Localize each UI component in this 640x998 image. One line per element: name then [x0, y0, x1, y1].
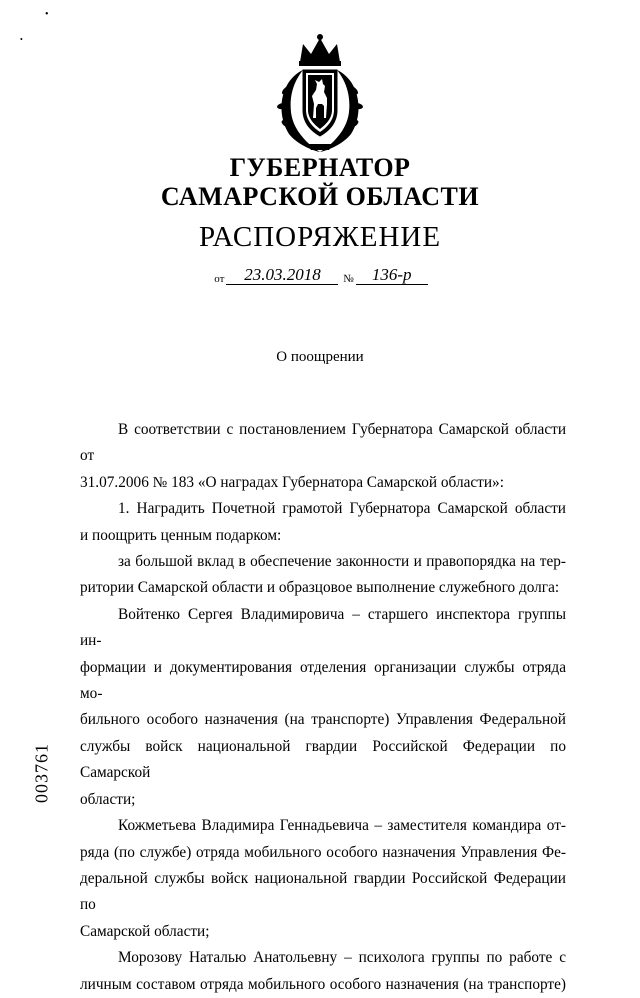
body-line: Морозову Наталью Анатольевну – психолога группы по работе с	[118, 949, 566, 967]
document-number: 136-р	[356, 266, 428, 285]
body-line: ритории Самарской области и образцовое выполнение служебного долга:	[80, 579, 560, 597]
body-line: ряда (по службе) отряда мобильного особого назначения Управления Фе-	[80, 843, 566, 861]
body-line: формации и документирования отделения организации службы отряда мо-	[80, 658, 566, 703]
body-line: области;	[80, 790, 136, 808]
coat-of-arms-icon	[267, 32, 373, 156]
body-line: Войтенко Сергея Владимировича – старшего инспектора группы ин-	[80, 605, 566, 650]
body-line: Кожметьева Владимира Геннадьевича – заместителя командира от-	[118, 817, 566, 835]
document-date: 23.03.2018	[226, 266, 338, 285]
date-number-line	[0, 266, 640, 290]
document-body	[80, 417, 566, 998]
registration-number	[22, 728, 62, 818]
body-line: за большой вклад в обеспечение законности и правопорядка на тер-	[118, 553, 566, 571]
from-label: от	[214, 273, 225, 285]
body-line: 1. Наградить Почетной грамотой Губернатора Самарской области	[118, 500, 566, 518]
body-line: бильного особого назначения (на транспорте) Управления Федеральной	[80, 711, 566, 729]
issuer-title: ГУБЕРНАТОР	[229, 153, 411, 182]
body-line: личным составом отряда мобильного особого назначения (на транспорте)	[80, 975, 566, 993]
body-line: 31.07.2006 № 183 «О наградах Губернатора Самарской области»:	[80, 473, 504, 491]
body-line: службы войск национальной гвардии Российской Федерации по Самарской	[80, 737, 566, 782]
body-line: Самарской области;	[80, 922, 210, 940]
number-label: №	[343, 273, 354, 285]
registration-number-text: 003761	[31, 743, 52, 803]
scan-dot: •	[20, 35, 23, 44]
document-type: РАСПОРЯЖЕНИЕ	[198, 221, 442, 253]
issuer-region: САМАРСКОЙ ОБЛАСТИ	[160, 182, 480, 211]
body-line: и поощрить ценным подарком:	[80, 526, 282, 544]
body-line: деральной службы войск национальной гвардии Российской Федерации по	[80, 869, 566, 914]
document-subject: О поощрении	[276, 349, 364, 365]
body-line: В соответствии с постановлением Губернатора Самарской области от	[80, 421, 566, 465]
scan-dot: •	[45, 9, 49, 20]
